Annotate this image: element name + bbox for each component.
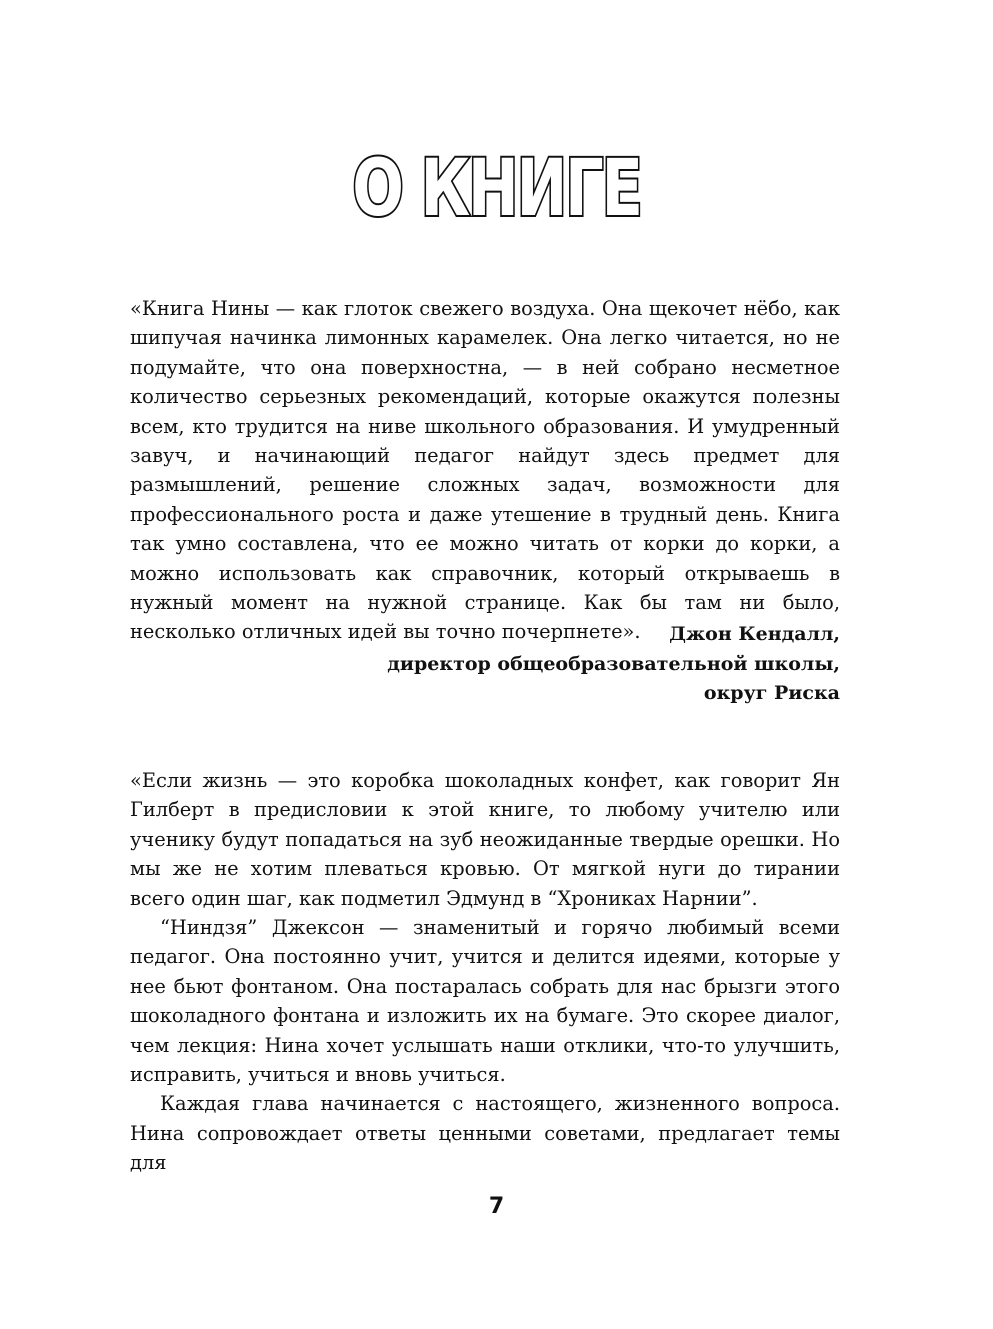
quote-attribution (130, 620, 840, 709)
quote-block-first (130, 294, 840, 647)
page-title: О КНИГЕ (352, 144, 641, 234)
quote-paragraph: Каждая глава начинается с настоящего, жизненного вопроса. Нина сопровождает ответы ценными советами, предлагает темы для (130, 1092, 840, 1175)
attribution-position: директор общеобразовательной школы, (387, 652, 840, 675)
quote-paragraph: «Если жизнь — это коробка шоколадных конфет, как говорит Ян Гилберт в предисловии к этой книге, то любому учителю или ученику будут попадаться на зуб неожиданные твердые орешки. Но мы же не хотим плеваться кровью. От мягкой нуги до тирании всего один шаг, как подметил Эдмунд в “Хрониках Нарнии”. (130, 769, 840, 910)
quote-paragraph: «Книга Нины — как глоток свежего воздуха. Она щекочет нёбо, как шипучая начинка лимонных карамелек. Она легко читается, но не подумайте, что она поверхностна, — в ней собрано несметное количество серьезных рекомендаций, которые окажутся полезны всем, кто трудится на ниве школьного образования. И умудренный завуч, и начинающий педагог найдут здесь предмет для размышлений, решение сложных задач, возможности для профессионального роста и даже утешение в трудный день. Книга так умно составлена, что ее можно читать от корки до корки, а можно использовать как справочник, который открываешь в нужный момент на нужной странице. Как бы там ни было, несколько отличных идей вы точно почерпнете». (130, 297, 840, 644)
attribution-name: Джон Кендалл, (669, 623, 840, 645)
page-number: 7 (488, 1194, 505, 1219)
quote-block-second (130, 766, 840, 1178)
attribution-district: округ Риска (703, 682, 840, 704)
quote-paragraph: “Ниндзя” Джексон — знаменитый и горячо любимый всеми педагог. Она постоянно учит, учится и делится идеями, которые у нее бьют фонтаном. Она постаралась собрать для нас брызги этого шоколадного фонтана и изложить их на бумаге. Это скорее диалог, чем лекция: Нина хочет услышать наши отклики, что-то улучшить, исправить, учиться и вновь учиться. (130, 916, 840, 1087)
